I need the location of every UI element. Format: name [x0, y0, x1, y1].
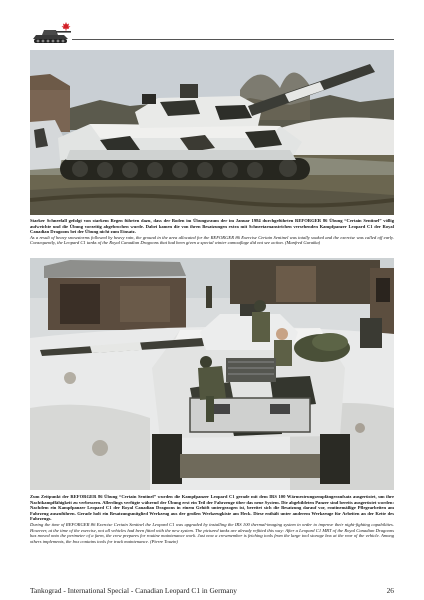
- caption-top-german: Starker Schneefall gefolgt von starkem Regen führten dazu, dass der Boden im Übungsraum der im Januar 1984 durchgeführten REFORGER 86 Übung “Certain Sentinel” völlig aufweichte und die Übung vorzeitig abgebrochen wurde. Dabei kamen die von ihren Besatzungen extra mit Schneetarnanstrichen versehenden Kampfpanzer Leopard C1 der Royal Canadian Dragoons bei der Übung nicht zum Einsatz.: [30, 218, 394, 235]
- page-number: 26: [386, 586, 394, 595]
- header-rule: [72, 39, 394, 40]
- caption-bottom-english: During the time of REFORGER 86 Exercise Certain Sentinel the Leopard C1 was upgraded by installing the IRS 100 thermal-imaging system in order to improve their night-fighting capabilities. However, at the time of the exercise, not all vehicles had been fitted with the new system. The pictured tanks are already refitted this way: After a Leopard C1 MBT of the Royal Canadian Dragoons has moved onto the perimeter of a farm, the crew prepares for routine maintenance work. Just now a crewmember is fetching tools from the large tool storage box at the rear of the vehicle. Among others implements, the box contains tools for track maintenance. (Pierre Touzin): [30, 521, 394, 544]
- footer-title: Tankograd - International Special - Canadian Leopard C1 in Germany: [30, 586, 237, 595]
- caption-top-english: As a result of heavy snowstorms followed by heavy rain, the ground in the area allocated for the REFORGER 86 Exercise Certain Sentinel was totally soaked and the exercise was called off early. Consequently, the Leopard C1 tanks of the Royal Canadian Dragoons that had been given a special winter camouflage did not see action. (Manfred Guratka): [30, 234, 394, 246]
- caption-bottom-german: Zum Zeitpunkt der REFORGER 86 Übung “Certain Sentinel” wurden die Kampfpanzer Leopard C1 gerade mit dem IRS 100 Wärmestrungsempfängeraufsatz ausgerüstet, um ihre Nachtkampffähigkeit zu verbessern. Allerdings verfügte während der Übung erst ein Teil der Fahrzeuge über das neue System. Die abgebildeten Panzer sind bereits ausgerüstet worden: Nachdem ein Kampfpanzer Leopard C1 der Royal Canadian Dragoons in einem Gehöft untergezogen ist, bereitet sich die Besatzung darauf vor, routinemäßige Pflegearbeiten am Fahrzeug auszuführen. Gerade holt ein Besatzungsmitglied Werkzeug aus der großen Werkzeugkiste am Heck. Diese enthält unter anderem Werkzeuge für Arbeiten an der Kette des Fahrzeugs.: [30, 494, 394, 522]
- photo-farm-tank-crew: [30, 258, 394, 490]
- photo-winter-tank: [30, 50, 394, 215]
- caption-top: [30, 218, 394, 246]
- tank-with-maple-leaf-icon: [30, 20, 74, 46]
- caption-bottom: [30, 494, 394, 544]
